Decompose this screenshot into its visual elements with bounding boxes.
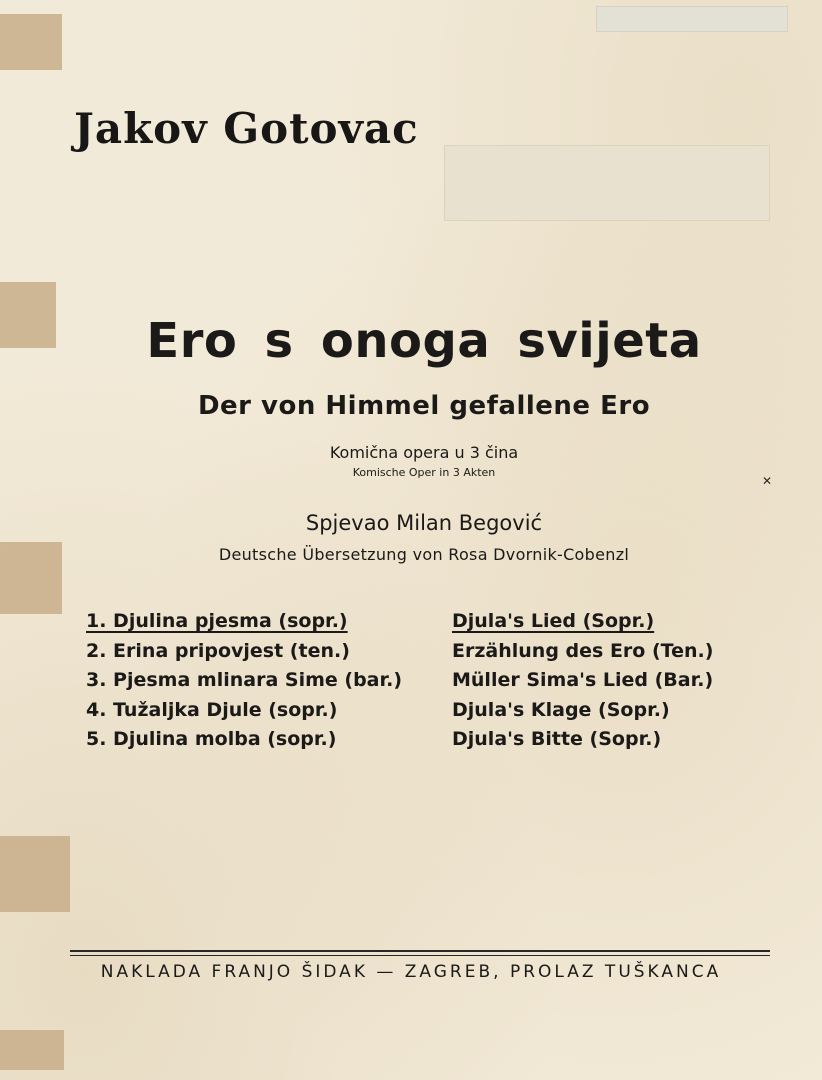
genre-de: Komische Oper in 3 Akten <box>352 466 496 479</box>
song-item-hr: 3. Pjesma mlinara Sime (bar.) <box>86 669 403 691</box>
composer-name: Jakov Gotovac <box>74 104 419 153</box>
tape-strip <box>0 836 70 912</box>
opera-title: Ero s onoga svijeta <box>146 313 702 369</box>
song-item-de: Djula's Lied (Sopr.) <box>452 610 655 632</box>
divider-rule <box>70 950 770 952</box>
tape-strip <box>0 1030 64 1070</box>
song-list-hr <box>86 607 402 755</box>
song-item-hr: 1. Djulina pjesma (sopr.) <box>86 610 348 632</box>
song-list-de <box>452 607 713 755</box>
divider-rule <box>70 955 770 956</box>
song-item-hr: 5. Djulina molba (sopr.) <box>86 728 337 750</box>
lyricist-credit: Spjevao Milan Begović <box>305 511 543 535</box>
tape-strip <box>0 14 62 70</box>
publisher-imprint: NAKLADA FRANJO ŠIDAK — ZAGREB, PROLAZ TUŠKANCA <box>100 962 722 982</box>
opera-subtitle-de: Der von Himmel gefallene Ero <box>197 391 651 421</box>
song-item-de: Djula's Klage (Sopr.) <box>452 698 670 721</box>
song-item-de: Müller Sima's Lied (Bar.) <box>452 669 714 691</box>
pasted-tape-top <box>596 6 788 32</box>
translator-credit: Deutsche Übersetzung von Rosa Dvornik-Cobenzl <box>218 545 630 564</box>
song-item-de: Djula's Bitte (Sopr.) <box>452 728 662 750</box>
pasted-label <box>444 145 770 221</box>
song-item-hr: 4. Tužaljka Djule (sopr.) <box>86 698 338 721</box>
ink-mark-icon: ✕ <box>762 474 773 488</box>
song-item-de: Erzählung des Ero (Ten.) <box>452 639 714 662</box>
genre-hr: Komična opera u 3 čina <box>329 443 519 462</box>
song-item-hr: 2. Erina pripovjest (ten.) <box>86 639 350 662</box>
